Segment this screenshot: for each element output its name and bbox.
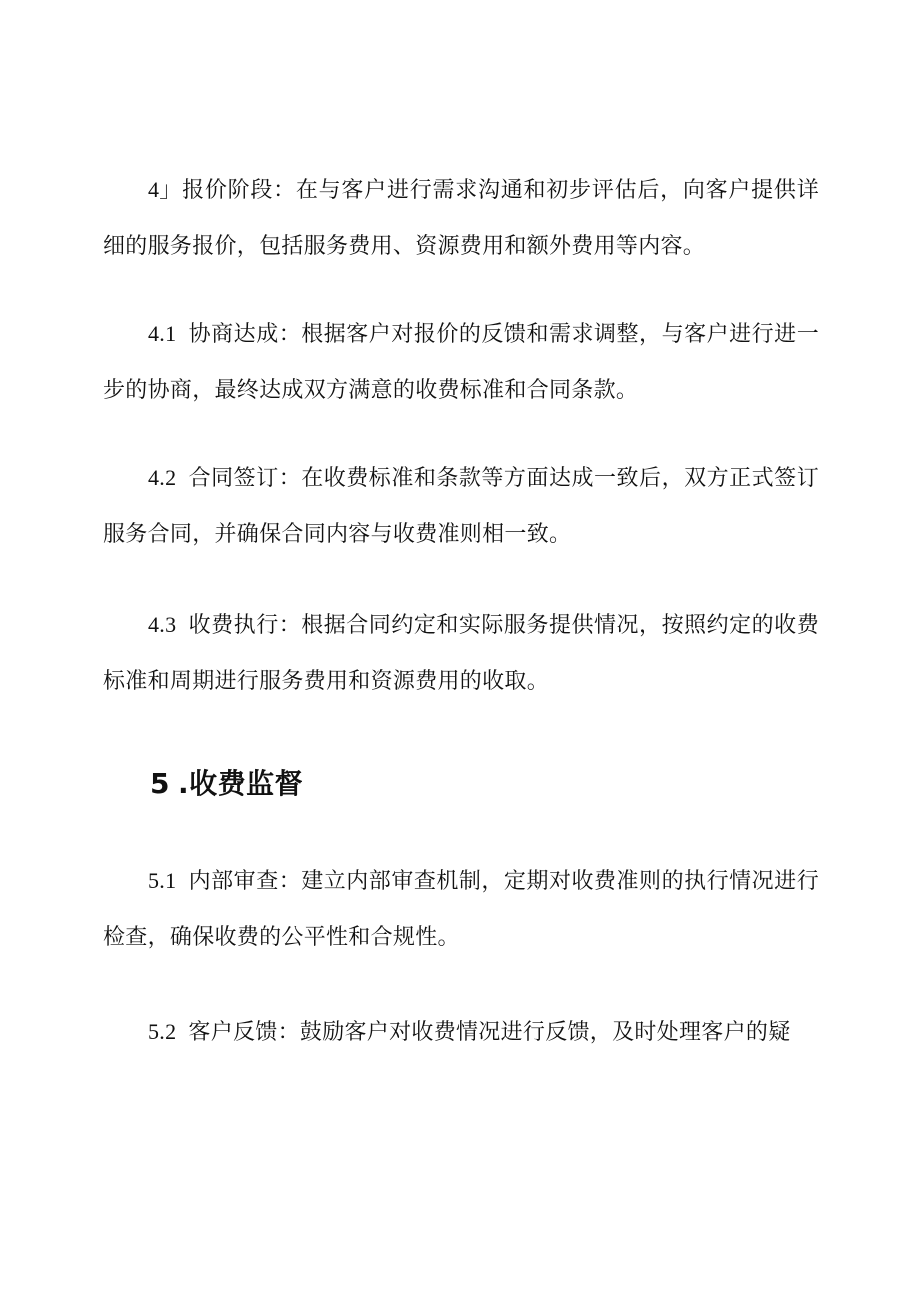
paragraph-number: 4.3 xyxy=(148,612,177,637)
paragraph-number: 5.1 xyxy=(148,868,177,893)
paragraph-5-1 xyxy=(103,853,819,966)
heading-title: .收费监督 xyxy=(177,767,304,800)
paragraph-text: 内部审查：建立内部审查机制，定期对收费准则的执行情况进行检查，确保收费的公平性和合规性。 xyxy=(103,869,819,950)
heading-number: 5 xyxy=(150,767,170,800)
paragraph-text: 收费执行：根据合同约定和实际服务提供情况，按照约定的收费标准和周期进行服务费用和资源费用的收取。 xyxy=(103,613,819,694)
paragraph-4-3 xyxy=(103,597,819,710)
paragraph-text: 报价阶段：在与客户进行需求沟通和初步评估后，向客户提供详细的服务报价，包括服务费用、资源费用和额外费用等内容。 xyxy=(103,178,819,259)
paragraph-number: 4.1 xyxy=(148,321,177,346)
paragraph-text: 合同签订：在收费标准和条款等方面达成一致后，双方正式签订服务合同，并确保合同内容与收费准则相一致。 xyxy=(103,466,819,547)
paragraph-4-1 xyxy=(103,306,819,419)
paragraph-text: 客户反馈：鼓励客户对收费情况进行反馈，及时处理客户的疑 xyxy=(188,1020,791,1045)
paragraph-4-2 xyxy=(103,450,819,563)
paragraph-number: 5.2 xyxy=(148,1019,177,1044)
paragraph-4 xyxy=(103,162,819,275)
paragraph-number: 4」 xyxy=(148,177,182,202)
paragraph-text: 协商达成：根据客户对报价的反馈和需求调整，与客户进行进一步的协商，最终达成双方满意的收费标准和合同条款。 xyxy=(103,322,819,403)
paragraph-5-2 xyxy=(103,1004,819,1061)
paragraph-number: 4.2 xyxy=(148,465,177,490)
section-heading-5 xyxy=(150,756,303,812)
